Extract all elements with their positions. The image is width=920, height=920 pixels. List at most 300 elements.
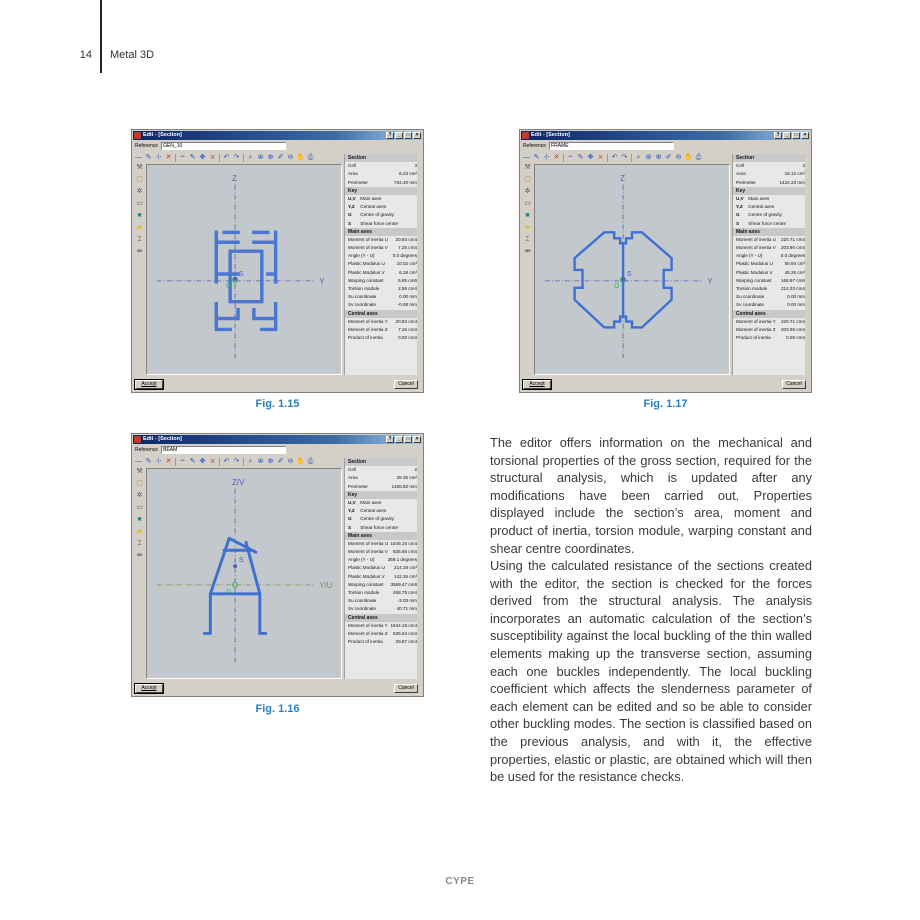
- property-value: 214.28 cm³: [394, 565, 417, 571]
- property-value: 20.93 cm4: [395, 236, 417, 242]
- property-value: 166.97 cm6: [780, 277, 805, 283]
- property-row: [733, 269, 808, 277]
- properties-section-header: Key: [345, 187, 420, 195]
- z-axis-label: Z/V: [232, 477, 245, 487]
- property-row: [345, 252, 420, 260]
- properties-scrollbar[interactable]: [417, 458, 420, 679]
- gravity-label: G: [226, 282, 232, 290]
- zoom-out-icon[interactable]: ⊖: [287, 154, 294, 161]
- toolbar-separator: [175, 458, 176, 466]
- label-icon[interactable]: ▰: [136, 224, 143, 231]
- key-row: [733, 211, 808, 219]
- label-icon[interactable]: ▰: [136, 528, 143, 535]
- section-editor-window-gen10: [131, 129, 424, 393]
- properties-scrollbar[interactable]: [417, 154, 420, 375]
- property-value: 29.87 cm4: [395, 639, 417, 645]
- accept-button[interactable]: Accept: [523, 380, 551, 389]
- toolbar-separator: [607, 154, 608, 162]
- key-row: [733, 220, 808, 228]
- pencil-icon[interactable]: ✎: [145, 458, 152, 465]
- property-value: 635.66 cm4: [392, 549, 417, 555]
- accept-button[interactable]: Accept: [135, 684, 163, 693]
- axis-icon[interactable]: ⌶: [525, 236, 530, 243]
- delete-line-icon[interactable]: ✕: [165, 458, 172, 465]
- properties-section-header: Main axes: [345, 228, 420, 236]
- property-label: Plastic Modulus V: [348, 269, 385, 275]
- y-axis-label: Y/U: [319, 580, 333, 590]
- zoom-fit-icon[interactable]: ⌕: [248, 154, 253, 161]
- zoom-fit-icon[interactable]: ⌕: [248, 458, 253, 465]
- key-label: Centre of gravity: [360, 212, 394, 218]
- property-label: Cell: [348, 467, 356, 473]
- gravity-label: G: [226, 588, 232, 596]
- pencil-icon[interactable]: ✎: [533, 154, 540, 161]
- property-label: Moment of inertia U: [736, 236, 777, 242]
- line-icon[interactable]: —: [523, 154, 530, 161]
- toolbar-separator: [631, 154, 632, 162]
- delete-line-icon[interactable]: ✕: [553, 154, 560, 161]
- property-row: [345, 474, 420, 482]
- key-row: [345, 524, 420, 532]
- gravity-label: G: [614, 282, 620, 290]
- key-row: [733, 195, 808, 203]
- property-label: Plastic Modulus V: [348, 573, 385, 579]
- property-value: 20.93 cm4: [395, 318, 417, 324]
- property-value: 220.71 cm4: [780, 236, 805, 242]
- edit-icon[interactable]: ✎: [577, 154, 584, 161]
- property-value: 0.00 mm: [787, 294, 805, 300]
- window-titlebar[interactable]: [133, 435, 422, 444]
- property-row: [345, 548, 420, 556]
- pan-icon[interactable]: ✋: [684, 154, 693, 161]
- property-label: Warping constant: [348, 581, 384, 587]
- property-row: [733, 162, 808, 170]
- reference-input[interactable]: [549, 142, 674, 150]
- property-value: -3.03 mm: [397, 598, 417, 604]
- properties-section-header: Section: [345, 154, 420, 162]
- property-label: Product of inertia: [348, 639, 383, 645]
- property-value: 1455.82 mm: [391, 483, 417, 489]
- property-label: Perimeter: [348, 483, 368, 489]
- properties-scrollbar[interactable]: [805, 154, 808, 375]
- shear-centre-marker: [233, 564, 237, 568]
- body-paragraph: The editor offers information on the mechanical and torsional properties of the gross section, required for the structural analysis, which is updated after any modifications have been carried out. Properties displayed include the section’s area, moment and product of inertia, torsion module, warping constant and shear centre coordinates.: [490, 435, 812, 556]
- split-icon[interactable]: ∸: [179, 154, 186, 161]
- property-label: Angle (Y - U): [348, 557, 375, 563]
- property-value: 214.33 cm4: [780, 286, 805, 291]
- rectangle-icon[interactable]: ▢: [524, 176, 531, 183]
- rectangle-icon[interactable]: ▢: [136, 176, 143, 183]
- print-icon[interactable]: ⎙: [695, 154, 702, 161]
- property-row: [733, 179, 808, 187]
- y-axis-label: Y: [707, 276, 713, 286]
- key-symbol: U,V: [736, 195, 744, 201]
- properties-icon[interactable]: ⚒: [136, 164, 143, 171]
- properties-icon[interactable]: ⚒: [136, 468, 143, 475]
- edit-icon[interactable]: ✎: [189, 458, 196, 465]
- property-row: [733, 285, 808, 293]
- property-value: 1545.16 cm4: [390, 540, 417, 546]
- undo-icon[interactable]: ↶: [223, 154, 230, 161]
- key-label: Central axes: [360, 204, 387, 210]
- help-button[interactable]: ?: [386, 132, 394, 139]
- key-label: Centre of gravity: [360, 516, 394, 522]
- split-icon[interactable]: ∸: [567, 154, 574, 161]
- property-row: [345, 244, 420, 252]
- property-row: [345, 334, 420, 342]
- property-value: 15.12 cm²: [784, 171, 805, 177]
- properties-section-header: Central axes: [733, 310, 808, 318]
- shear-centre-label: S: [627, 270, 632, 278]
- properties-section-header: Key: [733, 187, 808, 195]
- property-row: [733, 318, 808, 326]
- property-row: [345, 466, 420, 474]
- key-row: [345, 220, 420, 228]
- property-label: Torsion module: [348, 286, 380, 291]
- property-value: 636.64 cm4: [392, 630, 417, 636]
- property-value: 1424.23 mm: [779, 179, 805, 185]
- property-row: [345, 285, 420, 293]
- property-row: [345, 564, 420, 572]
- key-symbol: Y,Z: [348, 508, 355, 514]
- property-value: 10.02 cm³: [396, 261, 417, 267]
- property-value: 5.85 cm6: [398, 277, 417, 283]
- dimension-icon[interactable]: ▭: [524, 200, 531, 207]
- app-icon: [522, 132, 529, 139]
- zoom-icon[interactable]: ⊕: [267, 458, 274, 465]
- undo-icon[interactable]: ↶: [223, 458, 230, 465]
- property-value: 7.25 cm4: [398, 245, 417, 251]
- undo-icon[interactable]: ↶: [611, 154, 618, 161]
- property-label: Sv coordinate: [736, 302, 765, 308]
- property-label: Moment of inertia Z: [348, 630, 388, 636]
- pan-icon[interactable]: ✋: [296, 154, 305, 161]
- section-editor-window-beam: [131, 433, 424, 697]
- snap-icon[interactable]: ✲: [136, 188, 143, 195]
- key-symbol: U,V: [348, 499, 356, 505]
- property-label: Su coordinate: [736, 294, 765, 300]
- shear-centre-marker: [233, 277, 237, 281]
- property-value: 0.00 mm: [399, 294, 417, 300]
- property-label: Plastic Modulus V: [736, 269, 773, 275]
- reference-input[interactable]: [161, 142, 286, 150]
- zoom-icon[interactable]: ⊕: [267, 154, 274, 161]
- property-label: Area: [348, 475, 358, 481]
- property-row: [345, 269, 420, 277]
- reference-label: Reference: [523, 143, 547, 149]
- property-value: 0.00 cm4: [786, 335, 805, 341]
- reference-label: Reference: [135, 447, 159, 453]
- property-label: Perimeter: [736, 179, 756, 185]
- toolbar-separator: [243, 458, 244, 466]
- property-value: 359.1 degrees: [387, 557, 417, 563]
- dimension-icon[interactable]: ▭: [136, 504, 143, 511]
- node-icon[interactable]: ⊹: [543, 154, 550, 161]
- edit-icon[interactable]: ✎: [189, 154, 196, 161]
- rectangle-icon[interactable]: ▢: [136, 480, 143, 487]
- redo-icon[interactable]: ↷: [233, 154, 240, 161]
- minimize-button[interactable]: _: [395, 132, 403, 139]
- section-drawing: [147, 469, 341, 678]
- property-value: 6.23 cm²: [399, 171, 417, 177]
- key-symbol: G: [348, 212, 352, 218]
- property-row: [345, 589, 420, 597]
- window-title: Edit - [Section]: [143, 132, 182, 138]
- property-label: Angle (Y - U): [736, 253, 763, 259]
- property-label: Su coordinate: [348, 598, 377, 604]
- property-value: 142.26 cm³: [394, 573, 417, 579]
- property-label: Moment of inertia Y: [348, 318, 388, 324]
- property-label: Moment of inertia V: [736, 245, 776, 251]
- property-row: [345, 318, 420, 326]
- toolbar-separator: [175, 154, 176, 162]
- property-label: Warping constant: [348, 277, 384, 283]
- window-title: Edit - [Section]: [531, 132, 570, 138]
- section-drawing-canvas[interactable]: [146, 164, 342, 375]
- property-row: [345, 581, 420, 589]
- body-paragraph: Using the calculated resistance of the sections created with the editor, the section is checked for the forces derived from the structural analysis. The analysis incorporates an automatic calculation of the section’s susceptibility against the local buckling of the thin walled elements making up the transverse section, assuming each one buckles independently. The local buckling coefficient which affects the slenderness parameter of each element can be edited and so be able to consider other buckling modes. The section is classified based on the previous analysis, and with it, the effective properties, elastic or plastic, are obtained which will then be used for the resistance checks.: [490, 558, 812, 785]
- property-value: 3589.47 cm6: [390, 581, 417, 587]
- zoom-icon[interactable]: ⊕: [655, 154, 662, 161]
- key-symbol: S: [348, 220, 352, 226]
- property-value: 2: [802, 163, 805, 169]
- property-row: [345, 260, 420, 268]
- zoom-out-icon[interactable]: ⊖: [675, 154, 682, 161]
- section-drawing: [147, 165, 341, 374]
- property-value: 0.00 cm4: [398, 335, 417, 341]
- property-row: [345, 597, 420, 605]
- key-row: [345, 515, 420, 523]
- maximize-button[interactable]: □: [792, 132, 800, 139]
- fill-icon[interactable]: ■: [137, 212, 142, 219]
- page-title: Metal 3D: [110, 49, 155, 61]
- move-node-icon[interactable]: ✥: [199, 458, 206, 465]
- property-row: [345, 326, 420, 334]
- window-titlebar[interactable]: [133, 131, 422, 140]
- zoom-window-icon[interactable]: ⊛: [257, 154, 264, 161]
- line-icon[interactable]: —: [135, 154, 142, 161]
- key-row: [345, 499, 420, 507]
- print-icon[interactable]: ⎙: [307, 458, 314, 465]
- key-label: Shear force centre: [748, 220, 787, 226]
- accept-button[interactable]: Accept: [135, 380, 163, 389]
- property-label: Moment of inertia Z: [348, 326, 388, 332]
- help-button[interactable]: ?: [774, 132, 782, 139]
- page-number: 14: [79, 49, 92, 61]
- property-label: Plastic Modulus U: [348, 261, 385, 267]
- delete-node-icon[interactable]: ⨯: [209, 458, 216, 465]
- delete-node-icon[interactable]: ⨯: [209, 154, 216, 161]
- redo-icon[interactable]: ↷: [233, 458, 240, 465]
- section-drawing-canvas[interactable]: [534, 164, 730, 375]
- property-label: Area: [736, 171, 746, 177]
- close-button[interactable]: ×: [801, 132, 809, 139]
- close-button[interactable]: ×: [413, 436, 421, 443]
- measure-icon[interactable]: ✐: [277, 154, 284, 161]
- property-row: [733, 334, 808, 342]
- property-value: 0.0 degrees: [392, 253, 417, 259]
- measure-icon[interactable]: ✐: [277, 458, 284, 465]
- key-symbol: G: [736, 212, 740, 218]
- label-icon[interactable]: ▰: [524, 224, 531, 231]
- property-label: Torsion module: [736, 286, 768, 291]
- property-value: -0.68 mm: [397, 302, 417, 308]
- properties-section-header: Central axes: [345, 310, 420, 318]
- property-value: 3: [414, 163, 417, 169]
- z-axis-label: Z: [232, 173, 237, 183]
- print-icon[interactable]: ⎙: [307, 154, 314, 161]
- toolbar-separator: [219, 154, 220, 162]
- zoom-out-icon[interactable]: ⊖: [287, 458, 294, 465]
- cancel-button[interactable]: Cancel: [394, 684, 418, 693]
- node-icon[interactable]: ⊹: [155, 458, 162, 465]
- property-row: [345, 622, 420, 630]
- axis-icon[interactable]: ⌶: [137, 236, 142, 243]
- left-toolbar: [135, 164, 144, 256]
- property-label: Moment of inertia Y: [736, 318, 776, 324]
- pencil-icon[interactable]: ✎: [145, 154, 152, 161]
- maximize-button[interactable]: □: [404, 436, 412, 443]
- property-label: Sv coordinate: [348, 606, 377, 612]
- properties-panel: [344, 154, 420, 375]
- drawing-toolbar: [135, 457, 314, 466]
- window-titlebar[interactable]: [521, 131, 810, 140]
- cancel-button[interactable]: Cancel: [394, 380, 418, 389]
- axis-icon[interactable]: ⌶: [137, 540, 142, 547]
- property-value: 39.35 cm²: [396, 475, 417, 481]
- key-row: [733, 203, 808, 211]
- property-row: [345, 170, 420, 178]
- zoom-window-icon[interactable]: ⊛: [257, 458, 264, 465]
- cancel-button[interactable]: Cancel: [782, 380, 806, 389]
- move-node-icon[interactable]: ✥: [199, 154, 206, 161]
- key-row: [345, 195, 420, 203]
- property-value: 2: [414, 467, 417, 473]
- property-row: [345, 179, 420, 187]
- shear-centre-label: S: [239, 270, 244, 278]
- maximize-button[interactable]: □: [404, 132, 412, 139]
- zoom-window-icon[interactable]: ⊛: [645, 154, 652, 161]
- properties-section-header: Main axes: [345, 532, 420, 540]
- property-value: 704.40 mm: [394, 179, 417, 185]
- fill-icon[interactable]: ■: [525, 212, 530, 219]
- shear-centre-label: S: [239, 557, 244, 565]
- property-row: [733, 293, 808, 301]
- properties-section-header: Central axes: [345, 614, 420, 622]
- key-symbol: U,V: [348, 195, 356, 201]
- pan-icon[interactable]: ✋: [296, 458, 305, 465]
- key-label: Main axes: [360, 195, 382, 201]
- property-label: Sv coordinate: [348, 302, 377, 308]
- minimize-button[interactable]: _: [395, 436, 403, 443]
- key-symbol: S: [736, 220, 740, 226]
- properties-section-header: Main axes: [733, 228, 808, 236]
- snap-icon[interactable]: ✲: [524, 188, 531, 195]
- help-button[interactable]: ?: [386, 436, 394, 443]
- y-axis-label: Y: [319, 276, 325, 286]
- property-row: [733, 326, 808, 334]
- property-value: 0.00 mm: [787, 302, 805, 308]
- property-row: [733, 260, 808, 268]
- move-node-icon[interactable]: ✥: [587, 154, 594, 161]
- property-value: 2.55 cm4: [398, 286, 417, 291]
- property-label: Angle (Y - U): [348, 253, 375, 259]
- property-label: Moment of inertia Z: [736, 326, 776, 332]
- property-value: 203.90 cm4: [780, 326, 805, 332]
- property-label: Plastic Modulus U: [736, 261, 773, 267]
- key-label: Shear force centre: [360, 220, 399, 226]
- property-label: Warping constant: [736, 277, 772, 283]
- property-value: 6.28 cm³: [399, 269, 417, 275]
- close-button[interactable]: ×: [413, 132, 421, 139]
- key-symbol: S: [348, 524, 352, 530]
- key-row: [345, 203, 420, 211]
- property-label: Torsion module: [348, 590, 380, 595]
- app-icon: [134, 436, 141, 443]
- key-label: Central axes: [748, 204, 775, 210]
- section-drawing: [535, 165, 729, 374]
- property-label: Plastic Modulus U: [348, 565, 385, 571]
- left-toolbar: [523, 164, 532, 256]
- node-icon[interactable]: ⊹: [155, 154, 162, 161]
- property-label: Cell: [736, 163, 744, 169]
- key-symbol: G: [348, 516, 352, 522]
- drawing-toolbar: [135, 153, 314, 162]
- split-icon[interactable]: ∸: [179, 458, 186, 465]
- property-label: Area: [348, 171, 358, 177]
- snap-icon[interactable]: ✲: [136, 492, 143, 499]
- property-row: [345, 293, 420, 301]
- property-label: Moment of inertia Y: [348, 622, 388, 628]
- zoom-fit-icon[interactable]: ⌕: [636, 154, 641, 161]
- redo-icon[interactable]: ↷: [621, 154, 628, 161]
- properties-panel: [344, 458, 420, 679]
- property-value: 488.75 cm4: [392, 590, 417, 595]
- properties-icon[interactable]: ⚒: [524, 164, 531, 171]
- property-row: [345, 556, 420, 564]
- line-icon[interactable]: —: [135, 458, 142, 465]
- section-editor-window-frame: [519, 129, 812, 393]
- drawing-toolbar: [523, 153, 702, 162]
- measure-icon[interactable]: ✐: [665, 154, 672, 161]
- thickness-icon[interactable]: ⇹: [136, 552, 143, 559]
- property-row: [345, 301, 420, 309]
- minimize-button[interactable]: _: [783, 132, 791, 139]
- delete-node-icon[interactable]: ⨯: [597, 154, 604, 161]
- shear-centre-marker: [621, 277, 625, 281]
- dimension-icon[interactable]: ▭: [136, 200, 143, 207]
- property-value: 7.25 cm4: [398, 326, 417, 332]
- section-drawing-canvas[interactable]: [146, 468, 342, 679]
- thickness-icon[interactable]: ⇹: [524, 248, 531, 255]
- reference-input[interactable]: [161, 446, 286, 454]
- property-row: [345, 540, 420, 548]
- property-row: [733, 277, 808, 285]
- window-title: Edit - [Section]: [143, 436, 182, 442]
- property-label: Moment of inertia V: [348, 549, 388, 555]
- delete-line-icon[interactable]: ✕: [165, 154, 172, 161]
- property-label: Moment of inertia V: [348, 245, 388, 251]
- figure-caption: Fig. 1.16: [255, 703, 300, 715]
- thickness-icon[interactable]: ⇹: [136, 248, 143, 255]
- property-row: [733, 301, 808, 309]
- key-symbol: Y,Z: [736, 204, 743, 210]
- property-row: [733, 244, 808, 252]
- fill-icon[interactable]: ■: [137, 516, 142, 523]
- toolbar-separator: [243, 154, 244, 162]
- property-row: [733, 170, 808, 178]
- property-row: [345, 236, 420, 244]
